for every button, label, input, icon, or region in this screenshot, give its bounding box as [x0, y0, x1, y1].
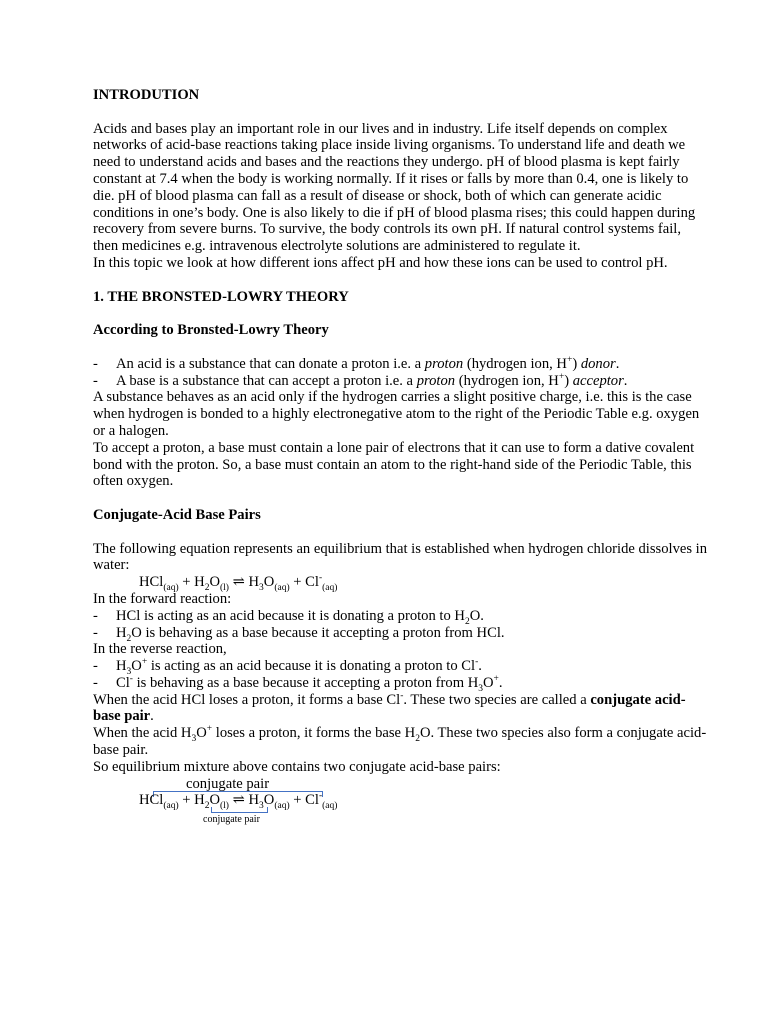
bullet-base	[93, 373, 708, 390]
bullet-text: An acid is a substance that can donate a proton i.e. a proton (hydrogen ion, H+) donor.	[116, 354, 620, 372]
conjugate-paragraph-2: When the acid $H_3O^+$ loses a proton, it forms the base $H_2O$. These two species also form a conjugate acid-base pair.	[93, 724, 707, 759]
document-page	[93, 87, 708, 827]
forward-bullet-1: - HCl is acting as an acid because it is donating a proton to $H_2O$.	[93, 607, 484, 627]
acid-paragraph: A substance behaves as an acid only if the hydrogen carries a slight positive charge, i.e. this is the case when hydrogen is bonded to a highly electronegative atom to the right of the Periodic Table e.g. oxygen or a halogen.	[93, 389, 700, 439]
conjugate-pair-label-top: conjugate pair	[93, 776, 708, 793]
conjugate-paragraph-3: So equilibrium mixture above contains two conjugate acid-base pairs:	[93, 758, 501, 775]
reverse-bullet-2: - Cl- is behaving as a base because it accepting a proton from $H_3O^+$.	[93, 674, 503, 694]
intro-paragraph-2: In this topic we look at how different ions affect pH and how these ions can be used to control pH.	[93, 254, 668, 271]
reverse-bullet-1: - $H_3O^+$ is acting as an acid because it is donating a proton to Cl-.	[93, 657, 482, 677]
conjugate-pair-bracket-bottom	[211, 807, 268, 813]
base-paragraph: To accept a proton, a base must contain a lone pair of electrons that it can use to form a dative covalent bond with the proton. So, a base must contain an atom to the right-hand side of the Periodic Table, this often oxygen.	[93, 439, 695, 490]
equilibrium-equation-annotated: $HCl_{(aq)} + H_2O_{(l)}$ ⇌ $H_3O_{(aq)} + Cl^-_{(aq)}$	[93, 792, 708, 809]
forward-bullet-2: - $H_2O$ is behaving as a base because it accepting a proton from HCl.	[93, 624, 505, 644]
bullet-text: A base is a substance that can accept a proton i.e. a proton (hydrogen ion, H+) acceptor.	[116, 371, 628, 389]
intro-paragraph: Acids and bases play an important role in our lives and in industry. Life itself depends on complex networks of acid-base reactions taking place inside living organisms. To understand life and death we need to understand acids and bases and the reactions they undergo. pH of blood plasma is kept fairly constant at 7.4 when the body is working normally. If it rises or falls by more than 0.4, one is likely to die. pH of blood plasma can fall as a result of disease or shock, both of which can generate acidic conditions in one’s body. One is also likely to die if pH of blood plasma rises; this could happen during recovery from severe burns. To survive, the body controls its own pH. If natural control systems fail, then medicines e.g. intravenous electrolyte solutions are administered to regulate it.	[93, 120, 696, 255]
forward-heading: In the forward reaction:	[93, 590, 232, 607]
equation-intro: The following equation represents an equilibrium that is established when hydrogen chloride dissolves in water:	[93, 540, 708, 574]
intro-heading: INTRODUTION	[93, 87, 200, 103]
section-subheading: According to Bronsted-Lowry Theory	[93, 322, 329, 339]
conjugate-paragraph-1: When the acid HCl loses a proton, it forms a base Cl-. These two species are called a conjugate acid-base pair.	[93, 690, 686, 725]
bullet-dash: -	[93, 355, 98, 372]
bullet-dash: -	[93, 372, 98, 389]
section-heading: 1. THE BRONSTED-LOWRY THEORY	[93, 288, 349, 305]
equilibrium-equation: $HCl_{(aq)} + H_2O_{(l)}$ ⇌ $H_3O_{(aq)} + Cl^-_{(aq)}$	[139, 573, 338, 594]
reverse-heading: In the reverse reaction,	[93, 641, 227, 658]
conjugate-pair-label-bottom: conjugate pair	[203, 814, 260, 826]
conjugate-heading: Conjugate-Acid Base Pairs	[93, 506, 261, 523]
bullet-acid	[93, 356, 708, 373]
